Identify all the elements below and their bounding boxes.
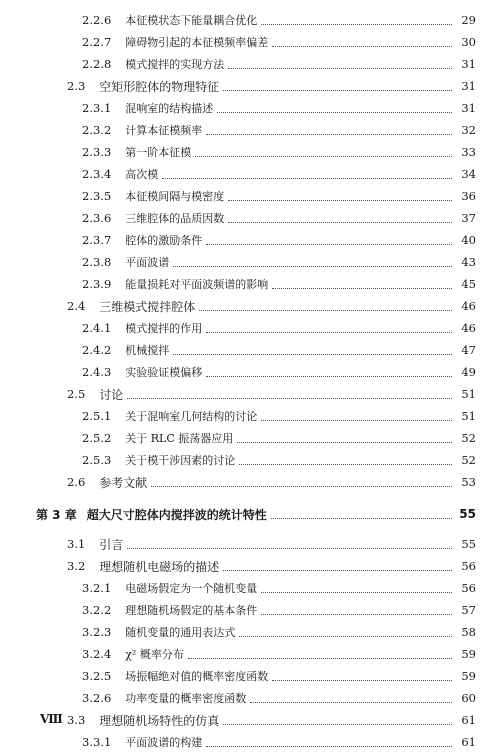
toc-entry-title: 场振幅绝对值的概率密度函数 <box>125 670 269 683</box>
dot-leader <box>206 134 452 135</box>
dot-leader <box>199 310 452 311</box>
toc-entry-page: 36 <box>461 189 476 203</box>
toc-entry-page: 56 <box>461 581 476 595</box>
dot-leader <box>272 288 452 289</box>
toc-entry-page: 59 <box>461 647 476 661</box>
toc-entry-number: 2.5.1 <box>82 409 112 423</box>
toc-entry-title: 计算本征模频率 <box>125 124 203 137</box>
toc-entry-title: 空矩形腔体的物理特征 <box>99 79 220 94</box>
dot-leader <box>162 178 452 179</box>
toc-entry-page: 47 <box>461 343 476 357</box>
toc-entry-page: 32 <box>461 123 476 137</box>
toc-entry-title: 模式搅拌的作用 <box>125 322 203 335</box>
toc-entry-title: 腔体的激励条件 <box>125 234 203 247</box>
toc-entry-title: 理想随机场特性的仿真 <box>99 713 220 728</box>
toc-entry-number: 2.2.7 <box>82 35 112 49</box>
toc-entry <box>0 317 500 339</box>
toc-entry <box>0 555 500 577</box>
toc-entry-page: 40 <box>461 233 476 247</box>
toc-entry-title: 能量损耗对平面波频谱的影响 <box>125 278 269 291</box>
toc-entry-title: 参考文献 <box>99 475 148 490</box>
toc-entry-number: 2.4 <box>67 299 86 313</box>
toc-entry-page: 56 <box>461 559 476 573</box>
toc-entry-title: 机械搅拌 <box>125 344 170 357</box>
toc-entry-number: 2.2.8 <box>82 57 112 71</box>
toc-entry <box>0 731 500 753</box>
toc-entry-number: 2.4.2 <box>82 343 112 357</box>
toc-entry-page: 61 <box>461 713 476 727</box>
dot-leader <box>217 112 452 113</box>
toc-entry-title: 超大尺寸腔体内搅拌波的统计特性 <box>86 507 267 522</box>
toc-entry <box>0 533 500 555</box>
toc-entry-page: 29 <box>461 13 476 27</box>
toc-entry-page: 49 <box>461 365 476 379</box>
dot-leader <box>272 46 452 47</box>
toc-entry-number: 3.3.1 <box>82 735 112 749</box>
toc-entry-title: 理想随机场假定的基本条件 <box>125 604 258 617</box>
dot-leader <box>223 570 452 571</box>
dot-leader <box>271 518 452 519</box>
toc-entry <box>0 383 500 405</box>
toc-entry-title: 第一阶本征模 <box>125 146 192 159</box>
toc-entry <box>0 31 500 53</box>
toc-entry-page: 51 <box>461 409 476 423</box>
toc-entry-number: 3.2 <box>67 559 86 573</box>
toc-entry-page: 52 <box>461 453 476 467</box>
toc-entry-page: 31 <box>461 101 476 115</box>
toc-entry-page: 52 <box>461 431 476 445</box>
toc-entry-title: 电磁场假定为一个随机变量 <box>125 582 258 595</box>
dot-leader <box>173 354 452 355</box>
toc-entry <box>0 621 500 643</box>
toc-entry-number: 3.3 <box>67 713 86 727</box>
toc-entry <box>0 709 500 731</box>
toc-entry-number: 3.2.4 <box>82 647 112 661</box>
toc-entry-title: 平面波谱 <box>125 256 170 269</box>
dot-leader <box>127 548 452 549</box>
toc-entry-page: 55 <box>459 507 476 521</box>
toc-entry <box>0 643 500 665</box>
toc-entry-title: 关于 RLC 振荡器应用 <box>125 432 234 445</box>
toc-entry-title: 关于混响室几何结构的讨论 <box>125 410 258 423</box>
dot-leader <box>206 746 452 747</box>
toc-entry-page: 57 <box>461 603 476 617</box>
toc-entry-number: 2.2.6 <box>82 13 112 27</box>
toc-entry-number: 3.2.2 <box>82 603 112 617</box>
dot-leader <box>239 464 452 465</box>
toc-entry <box>0 665 500 687</box>
toc-entry-number: 第 3 章 <box>36 507 77 522</box>
toc-entry <box>0 251 500 273</box>
toc-entry-page: 30 <box>461 35 476 49</box>
toc-entry <box>0 53 500 75</box>
toc-entry-number: 2.5.2 <box>82 431 112 445</box>
dot-leader <box>228 222 452 223</box>
toc-entry-title: 本征模状态下能量耦合优化 <box>125 14 258 27</box>
toc-entry-title: 关于模干涉因素的讨论 <box>125 454 236 467</box>
toc-entry <box>0 405 500 427</box>
toc-entry-number: 2.3.6 <box>82 211 112 225</box>
toc-entry-page: 43 <box>461 255 476 269</box>
dot-leader <box>223 90 452 91</box>
dot-leader <box>237 442 452 443</box>
toc-entry-page: 46 <box>461 299 476 313</box>
toc-entry-page: 61 <box>461 735 476 749</box>
toc-entry-page: 58 <box>461 625 476 639</box>
dot-leader <box>239 636 452 637</box>
toc-entry-number: 3.1 <box>67 537 86 551</box>
toc-entry <box>0 427 500 449</box>
toc-entry-title: 障碍物引起的本征模频率偏差 <box>125 36 269 49</box>
dot-leader <box>206 244 452 245</box>
toc-entry <box>0 97 500 119</box>
dot-leader <box>261 592 452 593</box>
dot-leader <box>261 614 452 615</box>
dot-leader <box>261 420 452 421</box>
toc-entry-page: 55 <box>461 537 476 551</box>
toc-entry-title: 三维腔体的品质因数 <box>125 212 225 225</box>
toc-entry-number: 2.6 <box>67 475 86 489</box>
toc-entry-page: 51 <box>461 387 476 401</box>
toc-entry-title: χ² 概率分布 <box>125 648 184 661</box>
toc-entry-number: 2.3.9 <box>82 277 112 291</box>
toc-entry <box>0 207 500 229</box>
toc-entry-title: 平面波谱的构建 <box>125 736 203 749</box>
toc-entry <box>0 9 500 31</box>
toc-entry-title: 高次模 <box>125 168 159 181</box>
toc-entry-number: 3.2.5 <box>82 669 112 683</box>
dot-leader <box>228 200 452 201</box>
toc-entry <box>0 449 500 471</box>
toc-entry <box>0 503 500 525</box>
toc-entry-number: 3.2.6 <box>82 691 112 705</box>
toc-entry-title: 本征模间隔与模密度 <box>125 190 225 203</box>
dot-leader <box>188 658 452 659</box>
toc-entry <box>0 163 500 185</box>
toc-entry-title: 理想随机电磁场的描述 <box>99 559 220 574</box>
toc-entry-title: 引言 <box>99 537 124 552</box>
toc-entry-number: 2.3 <box>67 79 86 93</box>
toc-entry-page: 45 <box>461 277 476 291</box>
toc-entry <box>0 295 500 317</box>
toc-entry-page: 31 <box>461 57 476 71</box>
dot-leader <box>206 332 452 333</box>
toc-entry-number: 3.2.3 <box>82 625 112 639</box>
toc-entry-page: 33 <box>461 145 476 159</box>
toc-entry-page: 53 <box>461 475 476 489</box>
dot-leader <box>272 680 452 681</box>
toc-entry <box>0 339 500 361</box>
toc-entry-title: 功率变量的概率密度函数 <box>125 692 247 705</box>
toc-entry-number: 2.5.3 <box>82 453 112 467</box>
toc-entry-number: 3.2.1 <box>82 581 112 595</box>
dot-leader <box>206 376 452 377</box>
dot-leader <box>223 724 452 725</box>
dot-leader <box>250 702 452 703</box>
toc-entry-title: 实验验证模偏移 <box>125 366 203 379</box>
toc-entry-page: 46 <box>461 321 476 335</box>
toc-entry-number: 2.3.5 <box>82 189 112 203</box>
page-number: Ⅷ <box>40 712 63 726</box>
dot-leader <box>228 68 452 69</box>
toc-entry <box>0 185 500 207</box>
dot-leader <box>173 266 452 267</box>
dot-leader <box>195 156 452 157</box>
toc-entry <box>0 471 500 493</box>
toc-entry <box>0 119 500 141</box>
toc-entry-title: 混响室的结构描述 <box>125 102 214 115</box>
toc-entry-title: 随机变量的通用表达式 <box>125 626 236 639</box>
toc-entry <box>0 687 500 709</box>
toc-entry <box>0 273 500 295</box>
toc-entry-number: 2.5 <box>67 387 86 401</box>
toc-entry-page: 34 <box>461 167 476 181</box>
toc-entry-page: 37 <box>461 211 476 225</box>
toc-entry-number: 2.3.3 <box>82 145 112 159</box>
toc-entry <box>0 229 500 251</box>
table-of-contents <box>0 9 500 753</box>
toc-entry-number: 2.3.7 <box>82 233 112 247</box>
toc-entry-title: 三维模式搅拌腔体 <box>99 299 196 314</box>
toc-entry-page: 59 <box>461 669 476 683</box>
dot-leader <box>127 398 452 399</box>
toc-entry <box>0 141 500 163</box>
toc-entry-number: 2.3.2 <box>82 123 112 137</box>
toc-entry-page: 60 <box>461 691 476 705</box>
dot-leader <box>151 486 452 487</box>
toc-entry-title: 讨论 <box>99 387 124 402</box>
toc-entry-page: 31 <box>461 79 476 93</box>
toc-entry-number: 2.4.3 <box>82 365 112 379</box>
toc-entry <box>0 75 500 97</box>
toc-entry <box>0 361 500 383</box>
toc-entry-number: 2.3.4 <box>82 167 112 181</box>
toc-entry <box>0 577 500 599</box>
toc-entry-number: 2.3.8 <box>82 255 112 269</box>
dot-leader <box>261 24 452 25</box>
toc-entry-number: 2.3.1 <box>82 101 112 115</box>
toc-entry <box>0 599 500 621</box>
toc-entry-title: 模式搅拌的实现方法 <box>125 58 225 71</box>
toc-entry-number: 2.4.1 <box>82 321 112 335</box>
